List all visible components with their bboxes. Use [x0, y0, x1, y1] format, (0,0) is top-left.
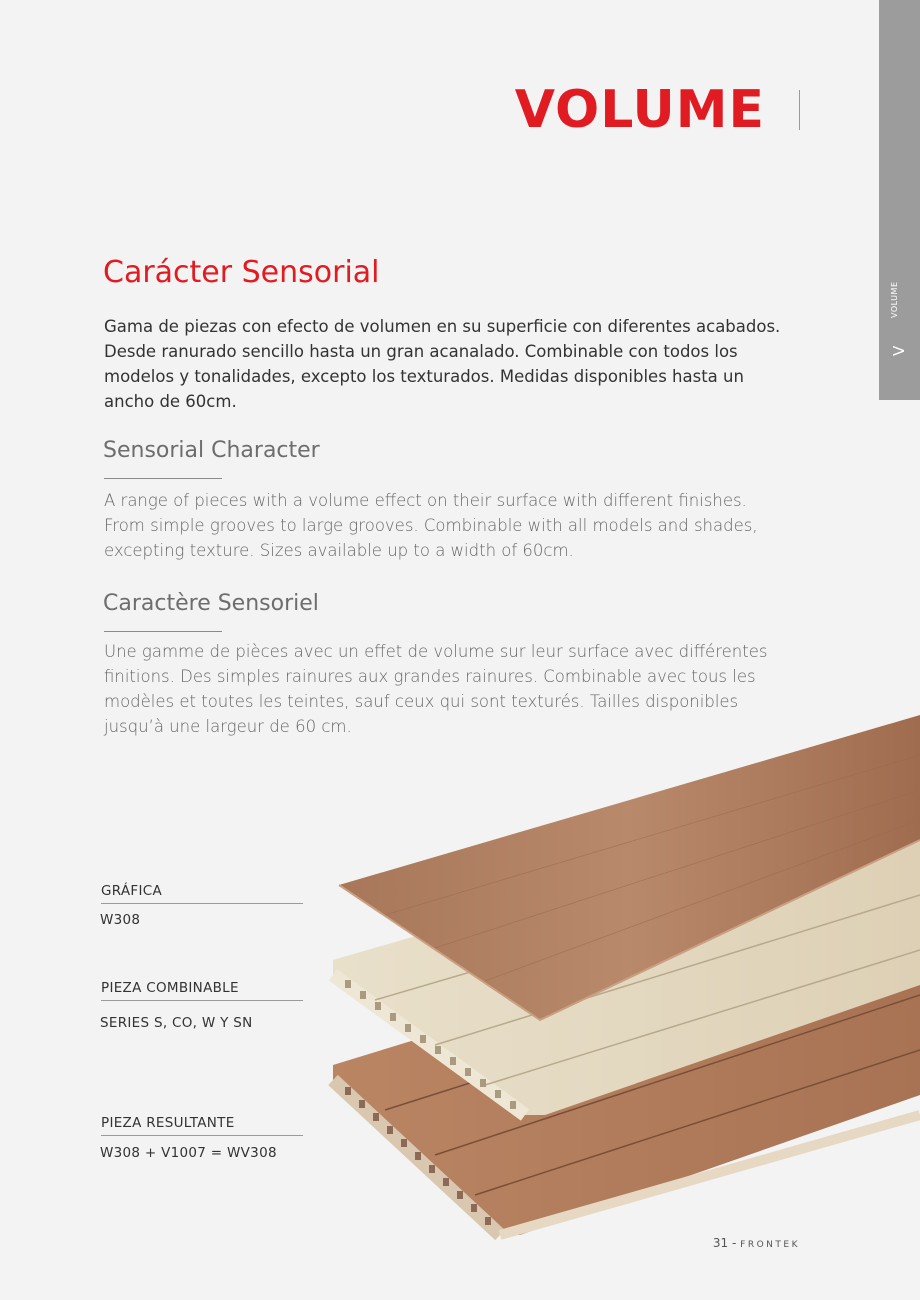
heading-english: Sensorial Character [103, 438, 320, 463]
heading-french-rule [104, 631, 222, 632]
page-footer [713, 1236, 800, 1250]
side-tab-label: VOLUME [890, 281, 899, 318]
footer-brand: FRONTEK [740, 1240, 800, 1250]
spec-label-grafica: GRÁFICA [101, 883, 303, 904]
spec-value-grafica: W308 [100, 912, 141, 928]
side-tab-letter: V [890, 345, 908, 356]
product-panels-image [325, 715, 920, 1245]
body-english: A range of pieces with a volume effect on their surface with different finishes. From simple grooves to large grooves. Combinable with all models and shades, excepting texture. Sizes available up to a width of 60cm. [104, 491, 758, 560]
spec-label-pieza-resultante: PIEZA RESULTANTE [101, 1115, 303, 1136]
page-title: VOLUME [514, 80, 765, 140]
footer-separator: - [731, 1236, 737, 1250]
heading-english-rule [104, 478, 222, 479]
spec-value-pieza-resultante: W308 + V1007 = WV308 [100, 1145, 277, 1161]
body-french: Une gamme de pièces avec un effet de volume sur leur surface avec différentes finitions. Des simples rainures aux grandes rainures. Combinable avec tous les modèles et toutes les teintes, sauf ceux qui sont texturés. Tailles disponibles jusqu’à une largeur de 60 cm. [104, 642, 768, 736]
body-spanish: Gama de piezas con efecto de volumen en su superficie con diferentes acabados. Desde ranurado sencillo hasta un gran acanalado. Combinable con todos los modelos y tonalidades, excepto los texturados. Medidas disponibles hasta un ancho de 60cm. [104, 317, 781, 411]
title-divider [799, 90, 800, 130]
side-section-tab [879, 0, 920, 400]
spec-label-pieza-combinable: PIEZA COMBINABLE [101, 980, 303, 1001]
heading-french: Caractère Sensoriel [103, 591, 319, 616]
spec-value-pieza-combinable: SERIES S, CO, W Y SN [100, 1015, 253, 1031]
heading-spanish: Carácter Sensorial [103, 255, 380, 290]
page-number: 31 [712, 1236, 729, 1250]
